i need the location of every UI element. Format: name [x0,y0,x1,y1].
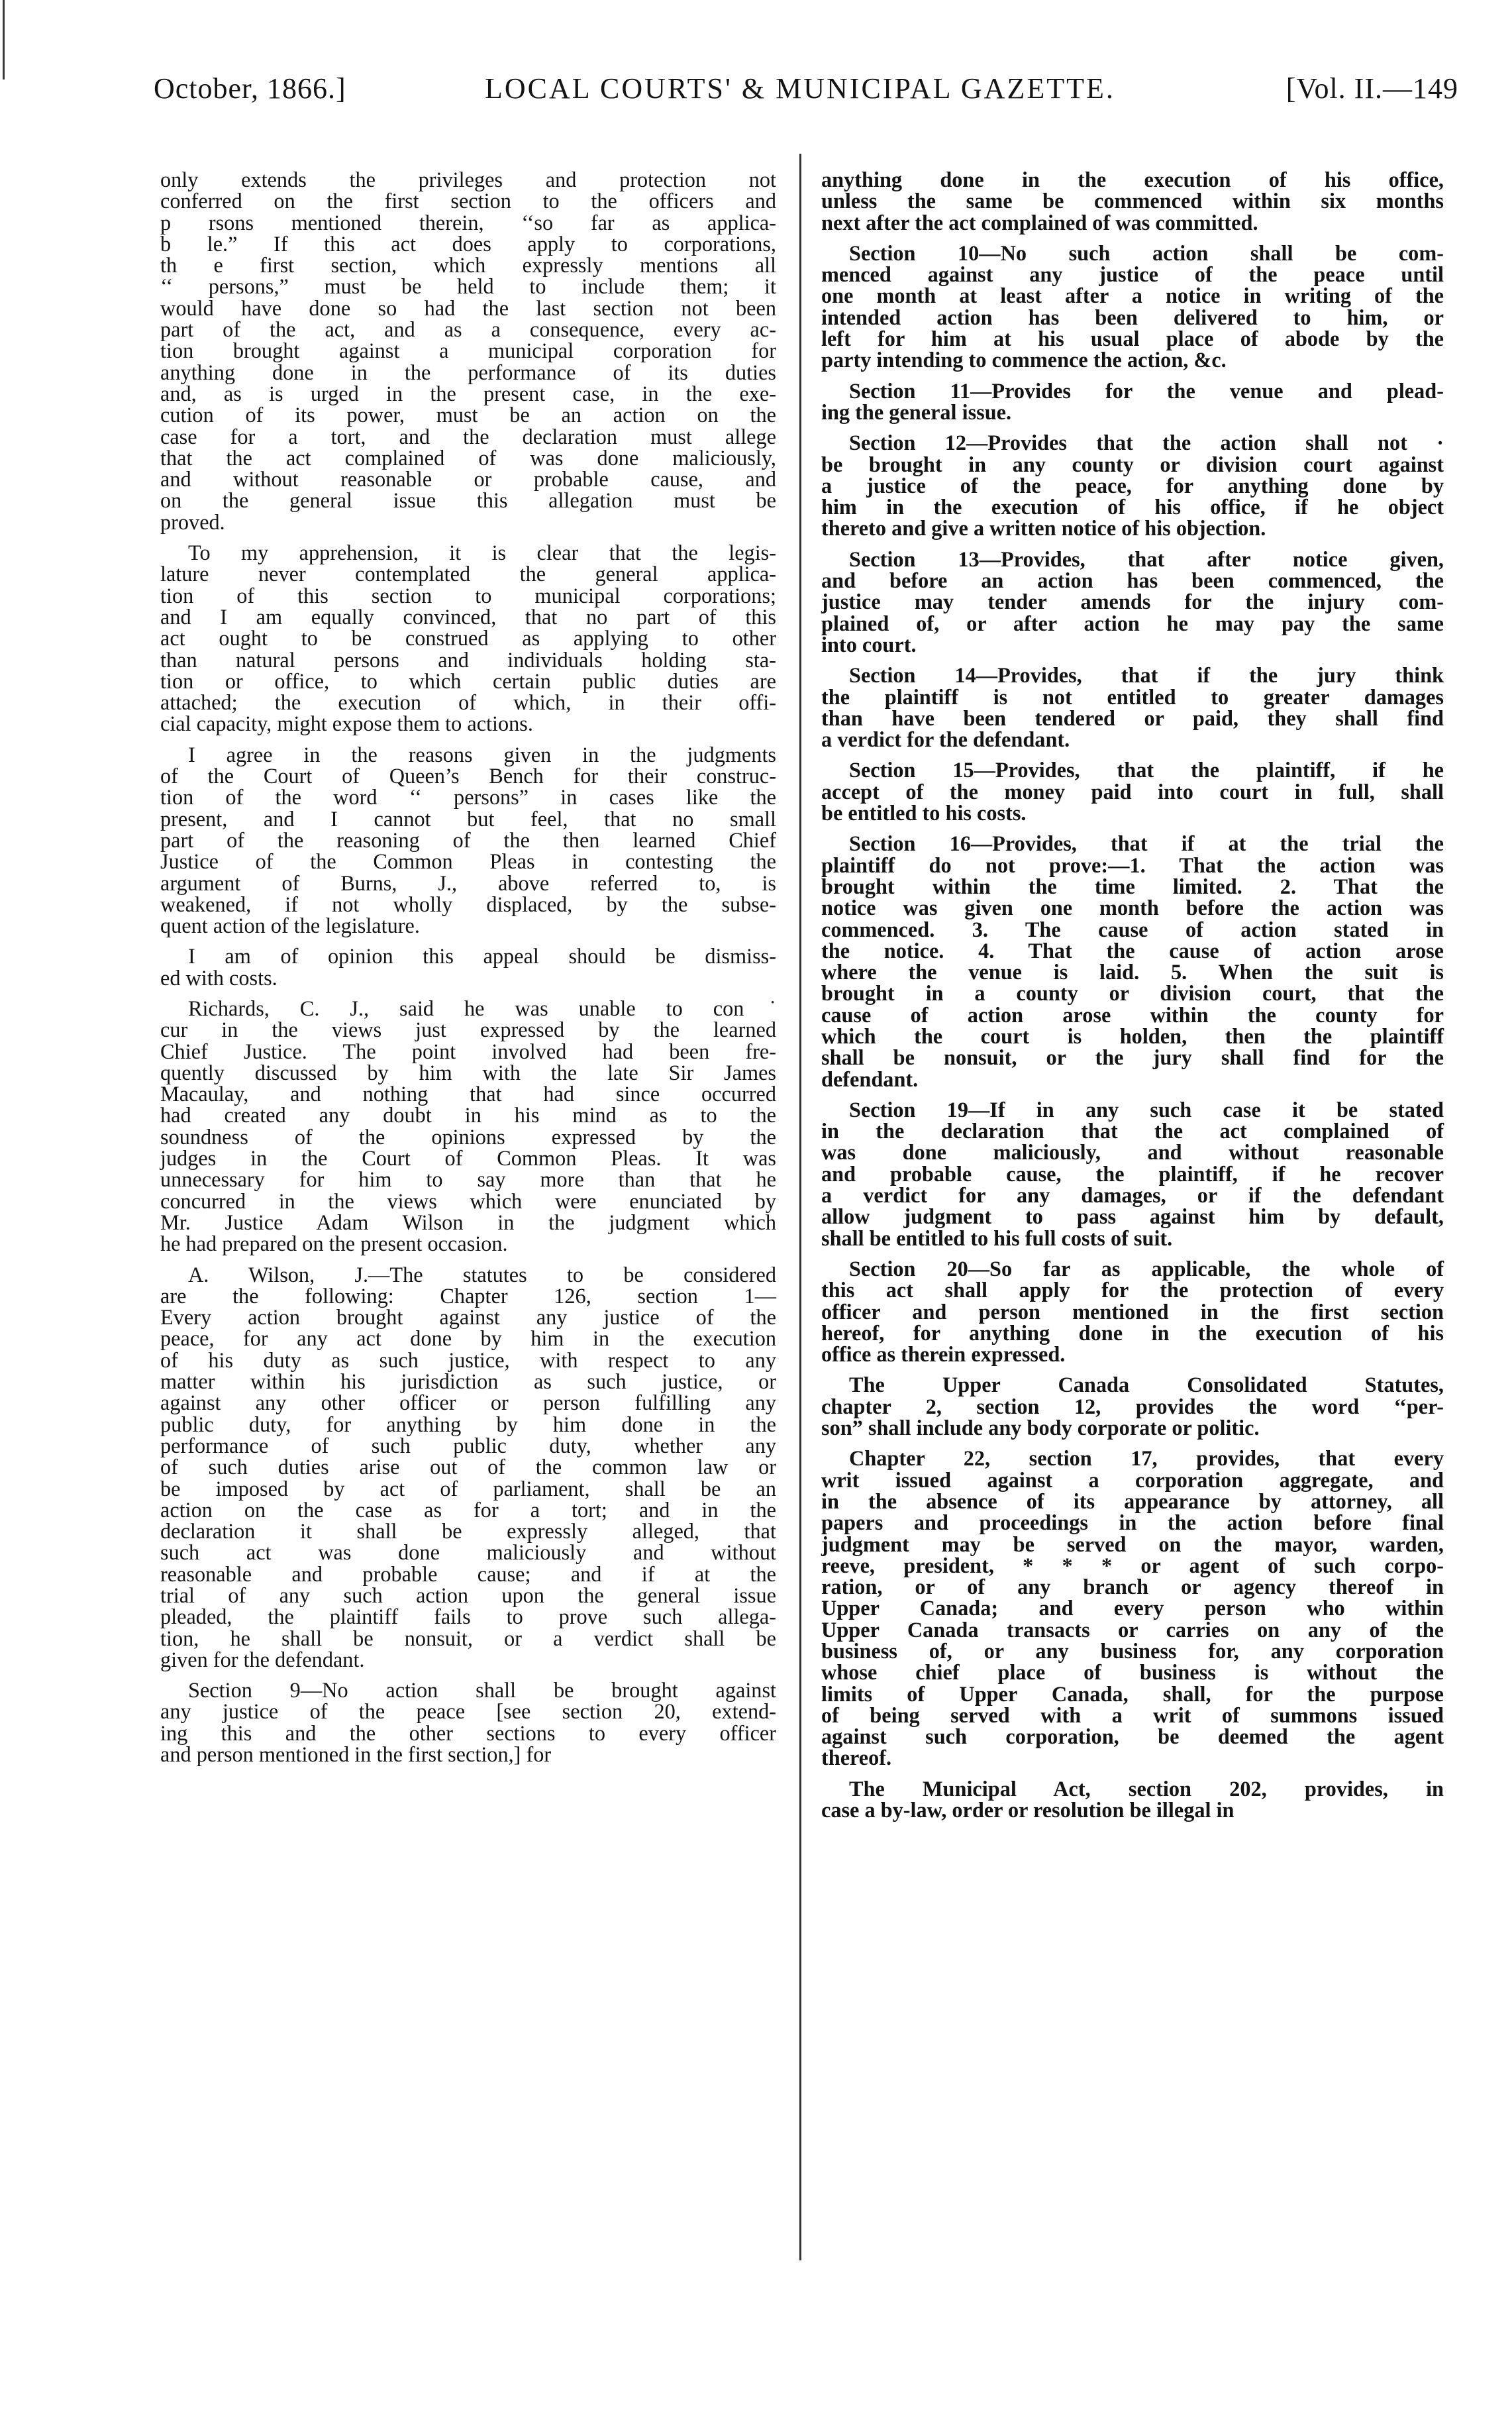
paragraph [821,1444,1444,1770]
text-line: such act was done maliciously and without [160,1540,776,1565]
text-line: writ issued against a corporation aggregate, and [821,1467,1444,1492]
text-line: judgment may be served on the mayor, warden, [821,1532,1444,1556]
text-line: matter within his jurisdiction as such justice, or [160,1369,776,1394]
header-volume-page: [Vol. II.—149 [1285,72,1458,105]
text-line: act ought to be construed as applying to other [160,626,776,651]
text-line: and person mentioned in the first section,] for [160,1742,552,1767]
text-line: only extends the privileges and protection not [160,168,776,191]
text-line: Section 19—If in any such case it be stated [849,1097,1444,1122]
text-line: A. Wilson, J.—The statutes to be considered [188,1262,776,1287]
text-line: next after the act complained of was committed. [821,210,1258,235]
text-line: had created any doubt in his mind as to the [160,1103,776,1128]
text-line: brought in a county or division court, that the [821,981,1444,1006]
text-line: a verdict for the defendant. [821,727,1070,752]
paragraph [160,539,776,736]
text-line: on the general issue this allegation must be [160,488,776,513]
text-line: notice was given one month before the action was [821,896,1444,920]
text-line: ration, or of any branch or agency thereof in [821,1575,1444,1599]
text-line: cause of action arose within the county for [821,1002,1444,1027]
header-title: LOCAL COURTS' & MUNICIPAL GAZETTE. [485,72,1115,105]
text-line: menced against any justice of the peace until [821,262,1444,287]
text-line: one month at least after a notice in writing of the [821,284,1444,308]
text-line: plained of, or after action he may pay the same [821,611,1444,635]
text-line: part of the reasoning of the then learned Chief [160,827,776,852]
paragraph [160,166,776,534]
text-line: reasonable and probable cause; and if at the [160,1561,776,1586]
text-line: him in the execution of his office, if he object [821,495,1444,519]
column-divider [799,154,801,2260]
text-line: be brought in any county or division court against [821,452,1444,476]
text-line: tion brought against a municipal corporation for [160,339,776,363]
text-line: he had prepared on the present occasion. [160,1232,508,1256]
text-line: business of, or any business for, any corporation [821,1639,1444,1663]
paragraph [160,994,776,1256]
text-line: office as therein expressed. [821,1342,1066,1367]
text-line: action on the case as for a tort; and in the [160,1497,776,1522]
text-line: and, as is urged in the present case, in the exe- [160,381,776,405]
text-line: against any other officer or person fulfilling any [160,1391,776,1415]
paragraph [821,661,1444,752]
text-line: given for the defendant. [160,1647,365,1671]
text-line: Section 15—Provides, that the plaintiff, if he [849,758,1444,782]
text-line: hereof, for anything done in the execution of his [821,1320,1444,1345]
text-line: allow judgment to pass against him by default, [821,1204,1444,1229]
header-date: October, 1866.] [154,72,346,105]
paragraph [821,377,1444,424]
paragraph [821,1775,1444,1822]
text-line: a verdict for any damages, or if the defendant [821,1183,1444,1208]
text-line: peace, for any act done by him in the execution [160,1326,776,1351]
text-line: officer and person mentioned in the first section [821,1299,1444,1324]
text-line: tion, he shall be nonsuit, or a verdict shall be [160,1626,776,1650]
text-line: party intending to commence the action, &c. [821,348,1227,372]
text-line: of such duties arise out of the common law or [160,1455,776,1479]
text-line: I agree in the reasons given in the judgments [188,742,776,766]
paragraph-gap [821,1765,1444,1775]
text-line: left for him at his usual place of abode by the [821,327,1444,351]
text-line: Chief Justice. The point involved had been fre- [160,1039,776,1063]
text-line: Section 14—Provides, that if the jury think [849,663,1444,688]
text-line: public duty, for anything by him done in the [160,1412,776,1436]
text-line: any justice of the peace [see section 20, extend- [160,1699,776,1724]
text-line: reeve, president, * * * or agent of such corpo- [821,1553,1444,1577]
text-line: anything done in the performance of its duties [160,360,776,384]
text-line: Section 20—So far as applicable, the whole of [849,1256,1444,1281]
text-line: Section 12—Provides that the action shall not · [849,431,1444,455]
text-line: than have been tendered or paid, they shall find [821,706,1444,730]
text-line: present, and I cannot but feel, that no small [160,806,776,831]
text-line: proved. [160,509,225,534]
text-line: ing this and the other sections to every officer [160,1720,776,1745]
text-line: Upper Canada; and every person who within [821,1596,1444,1620]
text-line: son” shall include any body corporate or politic. [821,1416,1260,1440]
text-line: of the Court of Queen’s Bench for their construc- [160,764,776,788]
text-line: Justice of the Common Pleas in contesting the [160,849,776,874]
text-line: ing the general issue. [821,399,1012,424]
text-line: judges in the Court of Common Pleas. It was [160,1146,776,1171]
text-line: chapter 2, section 12, provides the word ‘‘per- [821,1394,1444,1418]
paragraph [160,942,776,990]
page-edge-line [3,0,5,79]
text-line: part of the act, and as a consequence, every ac- [160,317,776,342]
text-line: which the court is holden, then the plaintiff [821,1024,1444,1048]
paragraph [821,239,1444,372]
text-line: justice may tender amends for the injury com- [821,590,1444,614]
text-line: limits of Upper Canada, shall, for the purpose [821,1681,1444,1706]
text-line: was done maliciously, and without reasonable [821,1140,1444,1165]
text-line: soundness of the opinions expressed by the [160,1124,776,1149]
text-line: Section 16—Provides, that if at the trial the [849,831,1444,856]
text-line: and probable cause, the plaintiff, if he recover [821,1161,1444,1186]
text-line: thereof. [821,1746,892,1770]
text-line: thereto and give a written notice of his objection. [821,516,1266,541]
left-column [160,166,776,1767]
text-line: be entitled to his costs. [821,801,1027,825]
paragraph [821,429,1444,541]
text-line: b le.” If this act does apply to corporations, [160,231,776,256]
text-line: brought within the time limited. 2. That the [821,874,1444,898]
text-line: concurred in the views which were enunciated by [160,1188,776,1213]
text-line: Upper Canada transacts or carries on any of the [821,1617,1444,1642]
text-line: in the declaration that the act complained of [821,1119,1444,1143]
text-line: would have done so had the last section not been [160,295,776,320]
text-line: I am of opinion this appeal should be dismiss- [188,944,776,969]
text-line: Mr. Justice Adam Wilson in the judgment which [160,1210,776,1234]
text-line: papers and proceedings in the action before final [821,1510,1444,1535]
right-column [821,166,1444,1822]
text-line: quent action of the legislature. [160,914,420,938]
text-line: whose chief place of business is without the [821,1660,1444,1685]
paragraph [160,1261,776,1671]
text-line: that the act complained of was done maliciously, [160,445,776,470]
text-line: pleaded, the plaintiff fails to prove such allega- [160,1605,776,1629]
text-line: Section 11—Provides for the venue and plead- [849,378,1444,403]
text-line: To my apprehension, it is clear that the legis- [188,541,776,565]
text-line: th e first section, which expressly mentions all [160,253,776,278]
text-line: against such corporation, be deemed the agent [821,1724,1444,1749]
text-line: attached; the execution of which, in their offi- [160,690,776,715]
text-line: where the venue is laid. 5. When the suit is [821,960,1444,984]
text-line: and I am equally convinced, that no part of this [160,604,776,629]
text-line: Section 10—No such action shall be com- [849,240,1444,265]
text-line: anything done in the execution of his office, [821,168,1444,191]
text-line: ‘‘ persons,” must be held to include them; it [160,274,776,299]
text-line: Chapter 22, section 17, provides, that every [849,1446,1444,1471]
text-line: argument of Burns, J., above referred to, is [160,870,776,895]
text-line: Macaulay, and nothing that had since occurred [160,1082,776,1106]
text-line: weakened, if not wholly displaced, by the subse- [160,892,776,916]
text-line: declaration it shall be expressly alleged, that [160,1519,776,1544]
text-line: shall be nonsuit, or the jury shall find for the [821,1045,1444,1070]
paragraph [821,1096,1444,1250]
text-line: The Upper Canada Consolidated Statutes, [849,1373,1444,1397]
text-line: of being served with a writ of summons issued [821,1703,1444,1727]
text-line: Every action brought against any justice of the [160,1305,776,1330]
text-line: unnecessary for him to say more than that he [160,1167,776,1192]
text-line: Section 9—No action shall be brought against [188,1678,776,1703]
text-line: in the absence of its appearance by attorney, all [821,1489,1444,1513]
text-line: cial capacity, might expose them to actions. [160,711,533,736]
text-line: the notice. 4. That the cause of action arose [821,938,1444,963]
paragraph [821,1371,1444,1440]
paragraph [160,1676,776,1767]
text-line: the plaintiff is not entitled to greater damages [821,684,1444,709]
text-line: into court. [821,632,917,657]
running-header [154,72,1458,111]
paragraph [821,166,1444,235]
text-line: shall be entitled to his full costs of suit. [821,1226,1173,1250]
text-line: The Municipal Act, section 202, provides, in [849,1776,1444,1801]
text-line: and before an action has been commenced, the [821,568,1444,593]
text-line: and without reasonable or probable cause, and [160,467,776,492]
paragraph-gap [160,529,776,539]
text-line: ed with costs. [160,965,277,990]
text-line: lature never contemplated the general applica- [160,562,776,586]
text-line: unless the same be commenced within six months [821,189,1444,213]
text-line: a justice of the peace, for anything done by [821,473,1444,498]
text-line: accept of the money paid into court in full, shall [821,779,1444,804]
text-line: than natural persons and individuals holding sta- [160,647,776,672]
text-line: case a by-law, order or resolution be illegal in [821,1798,1235,1822]
text-line: defendant. [821,1067,919,1091]
text-line: this act shall apply for the protection of every [821,1278,1444,1302]
text-line: cur in the views just expressed by the learned [160,1018,776,1042]
paragraph [821,829,1444,1091]
text-line: Section 13—Provides, that after notice given, [849,547,1444,571]
text-line: are the following: Chapter 126, section 1— [160,1283,776,1308]
text-line: p rsons mentioned therein, ‘‘so far as applica- [160,210,776,235]
text-line: Richards, C. J., said he was unable to con˙ [188,996,776,1020]
text-line: quently discussed by him with the late Sir James [160,1060,776,1084]
text-line: intended action has been delivered to him, or [821,305,1444,329]
text-line: trial of any such action upon the general issue [160,1583,776,1607]
text-line: tion of the word ‘‘ persons” in cases like the [160,785,776,810]
paragraph [821,1255,1444,1367]
text-line: conferred on the first section to the officers and [160,189,776,213]
paragraph [821,545,1444,657]
text-line: commenced. 3. The cause of action stated in [821,917,1444,941]
text-line: be imposed by act of parliament, shall be an [160,1476,776,1501]
text-line: cution of its power, must be an action on the [160,403,776,427]
paragraph [160,741,776,938]
text-line: tion or office, to which certain public duties are [160,668,776,693]
paragraph [821,756,1444,825]
text-line: plaintiff do not prove:—1. That the action was [821,853,1444,877]
text-line: case for a tort, and the declaration must allege [160,424,776,448]
text-line: of his duty as such justice, with respect to any [160,1347,776,1372]
text-line: performance of such public duty, whether any [160,1433,776,1457]
text-line: tion of this section to municipal corporations; [160,583,776,607]
